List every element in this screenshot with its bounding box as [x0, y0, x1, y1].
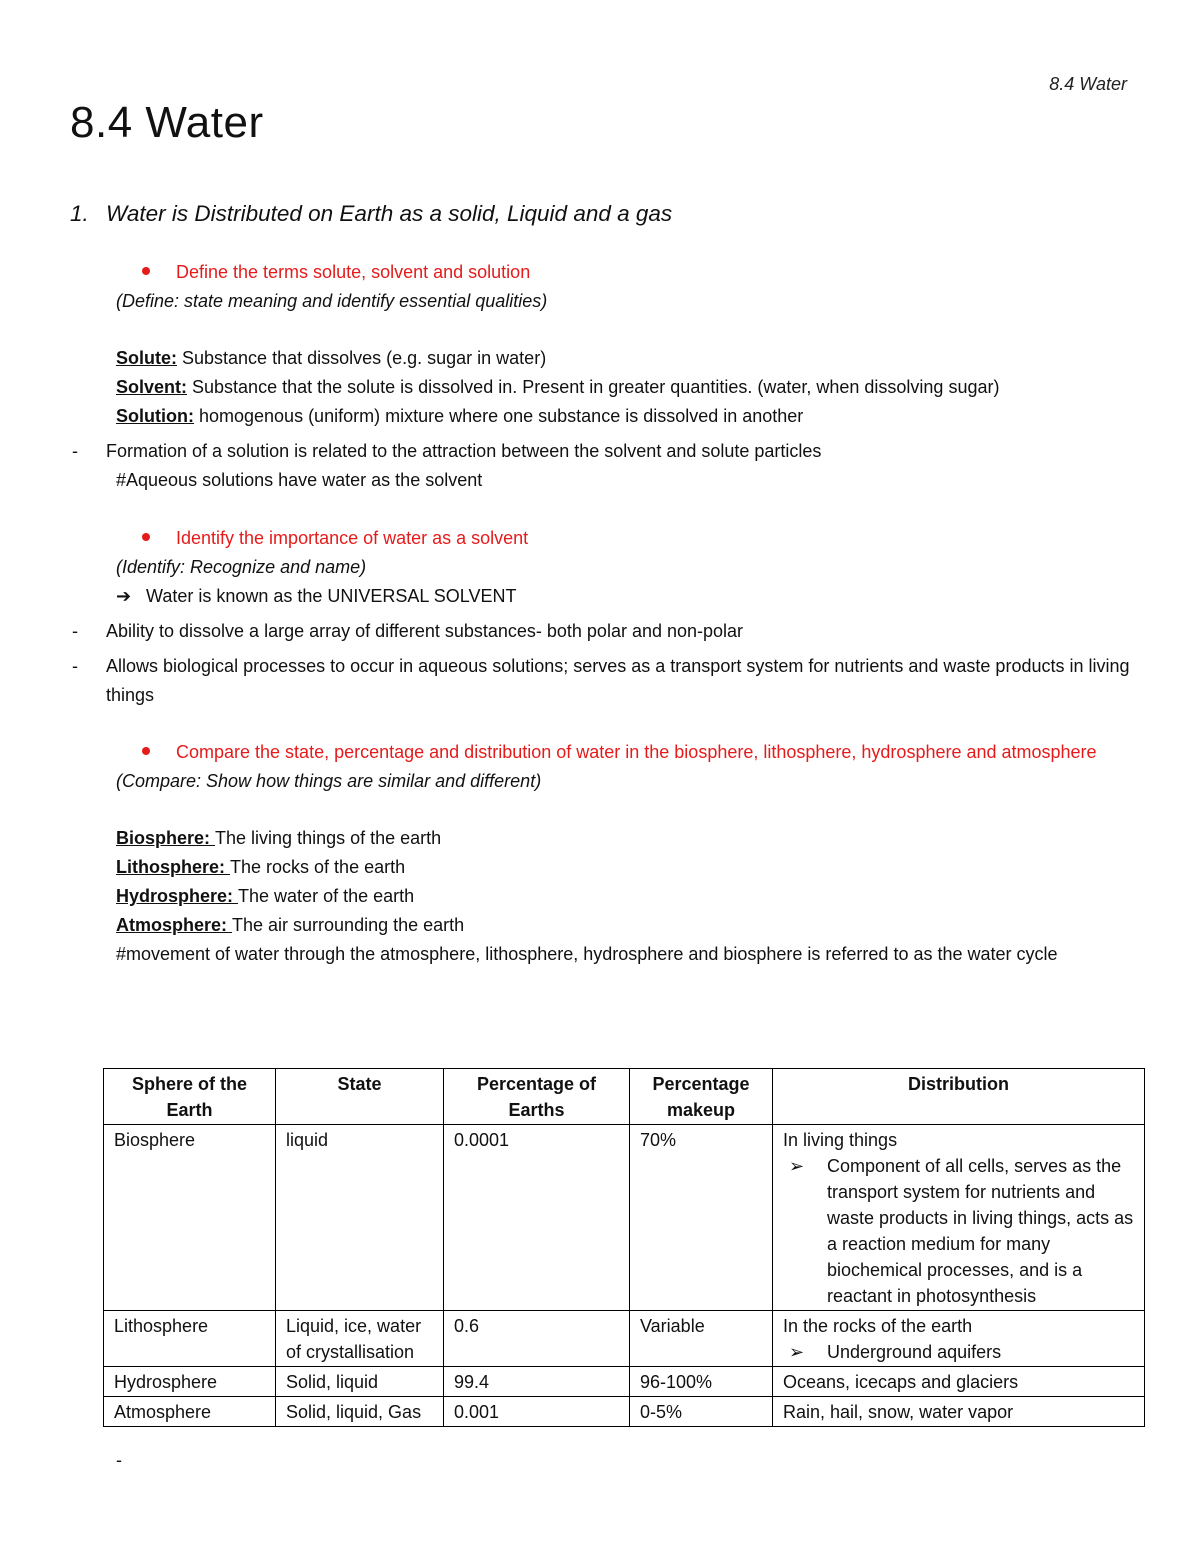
hash-note: #movement of water through the atmosphere, lithosphere, hydrosphere and biosphere is referred to as the water cycle — [116, 944, 1058, 964]
bullet-dot-icon — [142, 533, 150, 541]
term-text: The water of the earth — [238, 886, 415, 906]
distribution-sub-item — [783, 1153, 1134, 1309]
dash-item — [70, 652, 1130, 710]
distribution-text: In the rocks of the earth — [783, 1316, 973, 1336]
cell-percent-makeup: Variable — [630, 1311, 773, 1367]
section-heading — [70, 196, 1130, 232]
dash-mark: - — [72, 621, 78, 641]
table-header-row — [104, 1069, 1145, 1125]
distribution-sub-text: Component of all cells, serves as the transport system for nutrients and waste products in living things, acts as a reaction medium for many biochemical processes, and is a reactant in photosynthesis — [827, 1156, 1134, 1306]
dash-text: Ability to dissolve a large array of different substances- both polar and non-polar — [106, 621, 744, 641]
section-heading-text: Water is Distributed on Earth as a solid, Liquid and a gas — [106, 201, 673, 226]
trailing-dash: - — [116, 1450, 122, 1470]
cell-percent-makeup: 0-5% — [630, 1397, 773, 1427]
objective-define — [70, 258, 1130, 287]
term-label: Hydrosphere: — [116, 886, 239, 906]
table-header: Percentage of Earths — [444, 1069, 630, 1125]
term-text: The air surrounding the earth — [232, 915, 465, 935]
dash-mark: - — [72, 656, 78, 676]
arrow-text: Water is known as the UNIVERSAL SOLVENT — [146, 586, 517, 606]
distribution-text: In living things — [783, 1130, 898, 1150]
table-header: State — [276, 1069, 444, 1125]
cell-percent-makeup: 96-100% — [630, 1367, 773, 1397]
cell-percent-earth: 0.0001 — [444, 1125, 630, 1311]
term-hydrosphere — [70, 882, 1130, 911]
term-label: Solution: — [116, 406, 194, 426]
dash-mark: - — [72, 441, 78, 461]
objective-compare — [70, 738, 1130, 767]
term-text: Substance that dissolves (e.g. sugar in water) — [177, 348, 547, 368]
distribution-sub-text: Underground aquifers — [827, 1342, 1002, 1362]
page-title: 8.4 Water — [70, 98, 264, 147]
term-solvent — [70, 373, 1130, 402]
document-body — [70, 196, 1130, 969]
table-header: Distribution — [773, 1069, 1145, 1125]
term-label: Solute: — [116, 348, 177, 368]
objective-define-text: Define the terms solute, solvent and solution — [176, 262, 531, 282]
table-header: Sphere of the Earth — [104, 1069, 276, 1125]
table-row — [104, 1125, 1145, 1311]
cell-percent-earth: 99.4 — [444, 1367, 630, 1397]
cell-sphere: Lithosphere — [104, 1311, 276, 1367]
bullet-dot-icon — [142, 267, 150, 275]
objective-identify — [70, 524, 1130, 553]
term-lithosphere — [70, 853, 1130, 882]
dash-item — [70, 617, 1130, 646]
dash-text: Allows biological processes to occur in aqueous solutions; serves as a transport system for nutrients and waste products in living things — [106, 656, 1130, 705]
cell-sphere: Hydrosphere — [104, 1367, 276, 1397]
cell-percent-earth: 0.6 — [444, 1311, 630, 1367]
identify-note: (Identify: Recognize and name) — [116, 557, 367, 577]
cell-sphere: Atmosphere — [104, 1397, 276, 1427]
term-solution — [70, 402, 1130, 431]
cell-distribution: Rain, hail, snow, water vapor — [773, 1397, 1145, 1427]
define-note: (Define: state meaning and identify essential qualities) — [116, 291, 548, 311]
table-row — [104, 1311, 1145, 1367]
table-row — [104, 1367, 1145, 1397]
distribution-sub-item — [783, 1339, 1134, 1365]
term-label: Solvent: — [116, 377, 188, 397]
term-label: Atmosphere: — [116, 915, 233, 935]
hash-note: #Aqueous solutions have water as the solvent — [116, 470, 483, 490]
table-row — [104, 1397, 1145, 1427]
dash-text: Formation of a solution is related to the attraction between the solvent and solute particles — [106, 441, 822, 461]
term-label: Biosphere: — [116, 828, 216, 848]
arrowhead-bullet-icon: ➢ — [789, 1342, 805, 1362]
dash-item — [70, 437, 1130, 466]
term-label: Lithosphere: — [116, 857, 231, 877]
cell-sphere: Biosphere — [104, 1125, 276, 1311]
cell-state: Solid, liquid, Gas — [276, 1397, 444, 1427]
term-text: Substance that the solute is dissolved in. Present in greater quantities. (water, when dissolving sugar) — [187, 377, 1000, 397]
term-atmosphere — [70, 911, 1130, 940]
term-text: The living things of the earth — [215, 828, 442, 848]
cell-percent-makeup: 70% — [630, 1125, 773, 1311]
term-text: The rocks of the earth — [230, 857, 406, 877]
objective-identify-text: Identify the importance of water as a solvent — [176, 528, 529, 548]
section-number: 1. — [70, 201, 89, 226]
cell-state: Solid, liquid — [276, 1367, 444, 1397]
objective-compare-text: Compare the state, percentage and distribution of water in the biosphere, lithosphere, hydrosphere and atmosphere — [176, 742, 1097, 762]
running-header: 8.4 Water — [1049, 74, 1127, 94]
table-header: Percentage makeup — [630, 1069, 773, 1125]
bullet-dot-icon — [142, 747, 150, 755]
cell-state: Liquid, ice, water of crystallisation — [276, 1311, 444, 1367]
spheres-table — [103, 1068, 1145, 1427]
cell-percent-earth: 0.001 — [444, 1397, 630, 1427]
arrowhead-bullet-icon: ➢ — [789, 1156, 805, 1176]
cell-state: liquid — [276, 1125, 444, 1311]
term-solute — [70, 344, 1130, 373]
cell-distribution: Oceans, icecaps and glaciers — [773, 1367, 1145, 1397]
arrow-right-icon: ➔ — [116, 586, 132, 606]
term-text: homogenous (uniform) mixture where one substance is dissolved in another — [193, 406, 804, 426]
arrow-item — [70, 582, 1130, 611]
cell-distribution — [773, 1125, 1145, 1311]
compare-note: (Compare: Show how things are similar and different) — [116, 771, 542, 791]
term-biosphere — [70, 824, 1130, 853]
cell-distribution — [773, 1311, 1145, 1367]
